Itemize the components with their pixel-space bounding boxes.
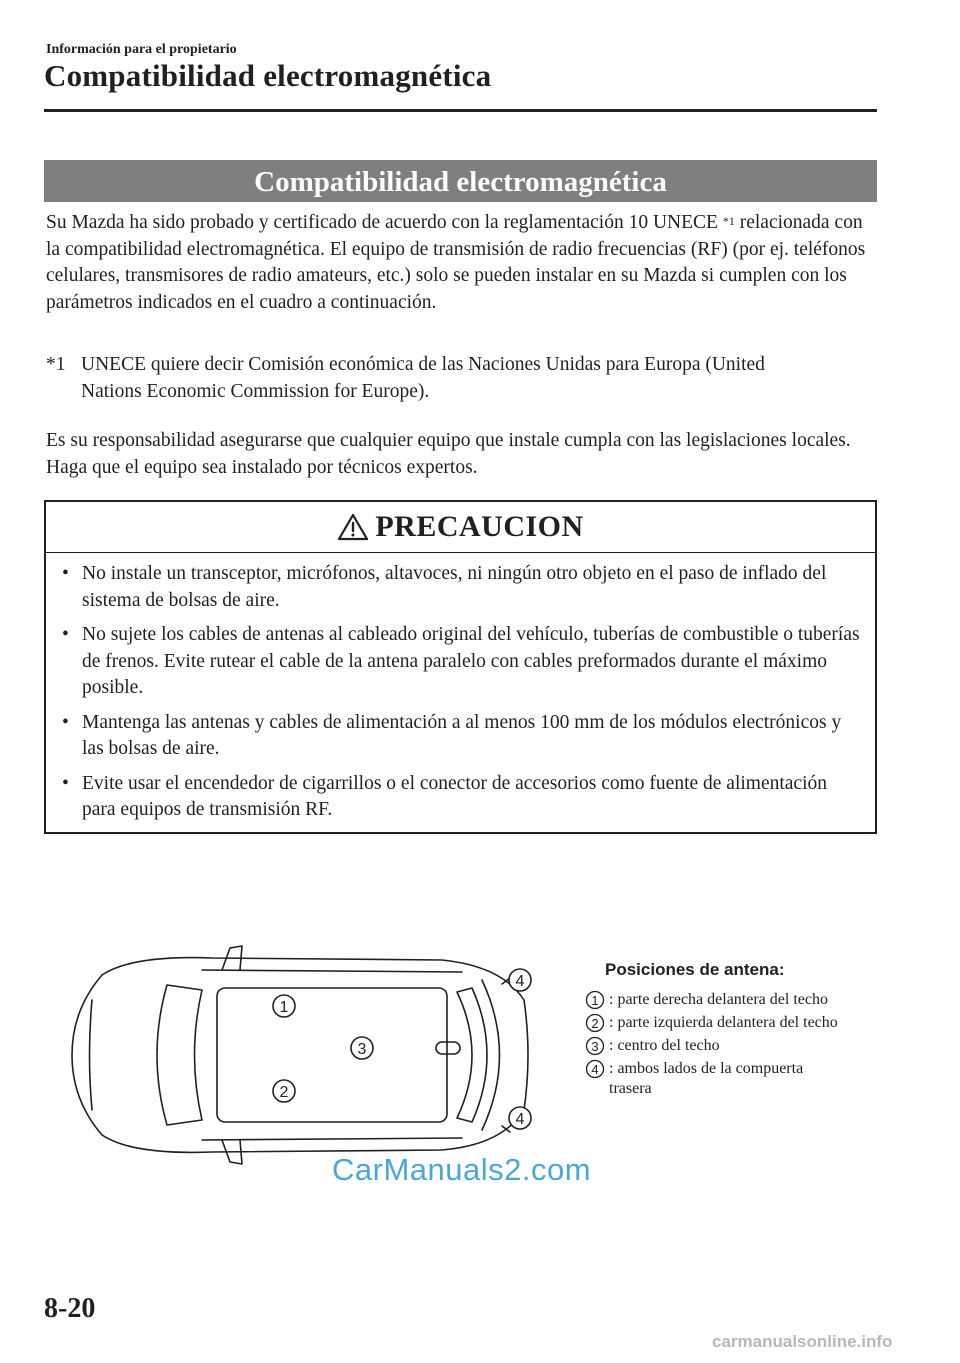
legend-item	[585, 1036, 845, 1056]
caution-list	[46, 553, 875, 824]
svg-text:2: 2	[279, 1084, 289, 1101]
car-hood	[90, 1000, 93, 1110]
site-watermark: carmanualsonline.info	[712, 1332, 893, 1351]
footnote-line2: Nations Economic Commission for Europe).	[81, 380, 430, 402]
windshield	[157, 985, 202, 1125]
legend-text: : ambos lados de la compuerta trasera	[609, 1060, 804, 1097]
antenna-legend	[585, 960, 845, 1102]
legend-item	[585, 1059, 845, 1099]
side-line-top	[202, 970, 462, 972]
number-4-icon	[585, 1059, 605, 1079]
svg-text:2: 2	[591, 1016, 599, 1031]
caution-item	[46, 771, 875, 824]
legend-item	[585, 1013, 845, 1033]
callout-3	[351, 1037, 373, 1059]
responsibility-paragraph: Es su responsabilidad asegurarse que cualquier equipo que instale cumpla con las legislaciones locales. Haga que el equipo sea instalado por técnicos expertos.	[46, 430, 851, 478]
intro-paragraph	[46, 210, 876, 316]
bullet-icon: •	[62, 772, 69, 794]
legend-text: : parte derecha delantera del techo	[609, 991, 828, 1008]
svg-text:4: 4	[515, 1111, 525, 1128]
rear-window	[457, 988, 487, 1122]
footnote	[46, 352, 876, 405]
caution-header	[46, 502, 875, 553]
svg-text:1: 1	[591, 993, 599, 1008]
legend-text: : centro del techo	[609, 1037, 720, 1054]
intro-text: Su Mazda ha sido probado y certificado de acuerdo con la reglamentación 10 UNECE	[46, 212, 723, 233]
page-heading: Compatibilidad electromagnética	[44, 58, 492, 93]
side-line-bottom	[202, 1138, 462, 1140]
watermark: CarManuals2.com	[332, 1152, 592, 1187]
callout-4-top	[509, 969, 531, 991]
tailgate	[482, 980, 500, 1130]
svg-text:3: 3	[591, 1039, 599, 1054]
number-3-icon	[585, 1036, 605, 1056]
legend-title: Posiciones de antena:	[605, 960, 785, 979]
caution-box	[44, 500, 877, 834]
car-top-view-figure	[62, 940, 532, 1170]
svg-text:4: 4	[515, 973, 525, 990]
bullet-icon: •	[62, 624, 69, 645]
number-2-icon	[585, 1013, 605, 1033]
legend-item	[585, 990, 845, 1010]
warning-triangle-icon	[337, 513, 369, 541]
callout-2	[273, 1080, 295, 1102]
number-1-icon	[585, 990, 605, 1010]
bullet-icon: •	[62, 711, 69, 733]
footnote-line1: UNECE quiere decir Comisión económica de las Naciones Unidas para Europa (United	[81, 354, 765, 375]
intro-text-after: relacionada con la compatibilidad electromagnética. El equipo de transmisión de radio frecuencias (RF) (por ej. teléfonos celulares, transmisores de radio amateurs, etc.) solo se pueden instalar en su Mazda si cumplen con los parámetros indicados en el cuadro a continuación.	[46, 212, 866, 313]
caution-item-text: No instale un transceptor, micrófonos, altavoces, ni ningún otro objeto en el paso de inflado del sistema de bolsas de aire.	[82, 563, 827, 611]
running-head: Información para el propietario	[46, 42, 237, 57]
legend-text: : parte izquierda delantera del techo	[609, 1014, 838, 1031]
caution-item-text: Evite usar el encendedor de cigarrillos o el conector de accesorios como fuente de alimentación para equipos de transmisión RF.	[82, 772, 828, 820]
footnote-ref: *1	[722, 214, 735, 228]
caution-item	[46, 622, 875, 702]
svg-text:1: 1	[279, 999, 289, 1016]
section-title: Compatibilidad electromagnética	[44, 160, 877, 202]
shark-fin-antenna	[436, 1042, 460, 1054]
page-number: 8-20	[44, 1293, 96, 1324]
footnote-mark: *1	[46, 354, 66, 375]
heading-rule	[44, 109, 877, 112]
bullet-icon: •	[62, 563, 69, 584]
caution-item	[46, 710, 875, 763]
svg-text:4: 4	[591, 1062, 599, 1077]
callout-4-bottom	[509, 1107, 531, 1129]
car-body-outline	[72, 958, 528, 1153]
roof-outline	[217, 988, 447, 1122]
caution-item-text: No sujete los cables de antenas al cableado original del vehículo, tuberías de combustible o tuberías de frenos. Evite rutear el cable de la antena paralelo con cables preformados durante el máximo posible.	[82, 624, 860, 698]
caution-item	[46, 561, 875, 614]
caution-title: PRECAUCION	[375, 510, 584, 543]
caution-item-text: Mantenga las antenas y cables de alimentación a al menos 100 mm de los módulos electrónicos y las bolsas de aire.	[82, 711, 842, 759]
svg-text:3: 3	[357, 1041, 367, 1058]
callout-1	[273, 995, 295, 1017]
